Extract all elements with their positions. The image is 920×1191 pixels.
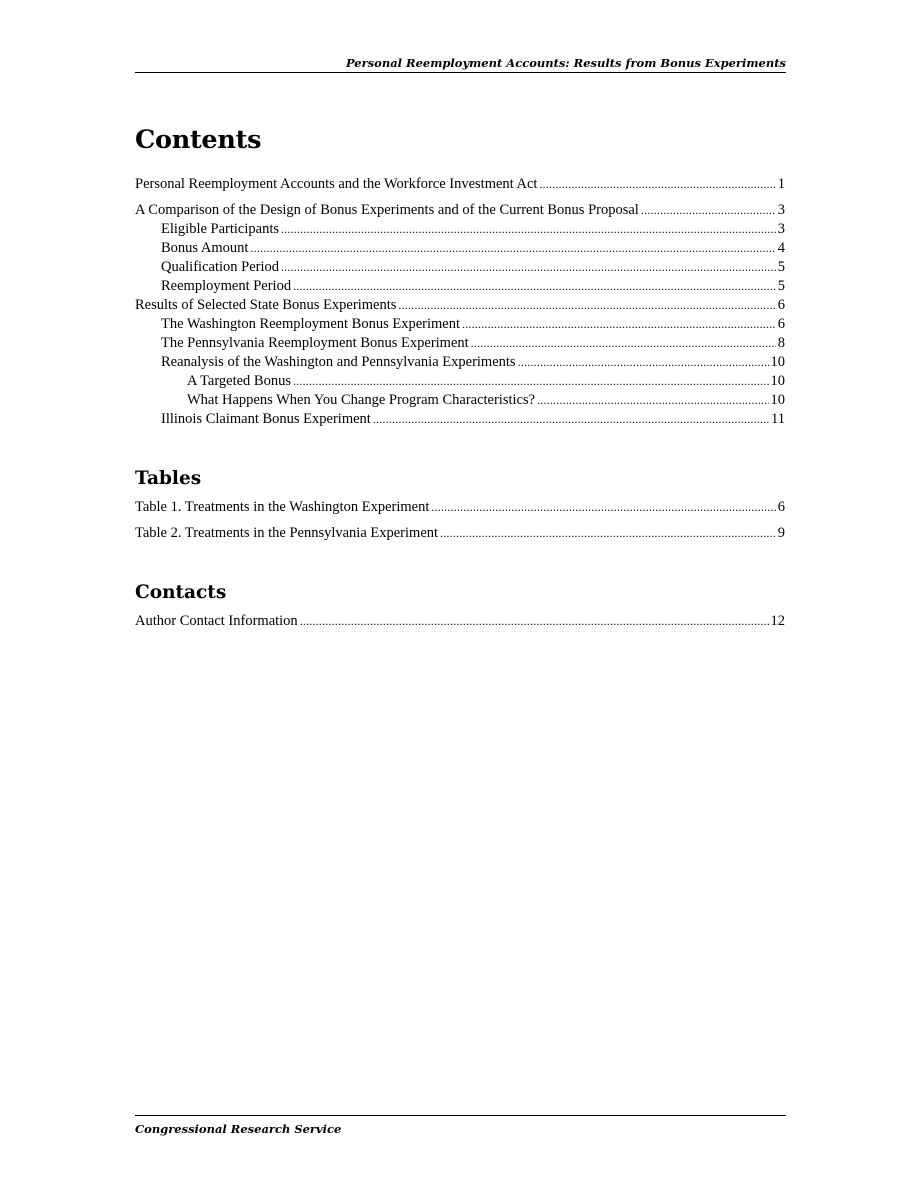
toc-page-number: 10 xyxy=(770,354,785,370)
toc-page-number: 6 xyxy=(777,297,785,313)
toc-page-number: 6 xyxy=(777,499,785,515)
dot-leader xyxy=(281,258,776,277)
toc-entry[interactable] xyxy=(135,239,785,258)
contacts-list xyxy=(135,612,785,631)
toc-page-number: 5 xyxy=(777,259,785,275)
dot-leader xyxy=(281,220,776,239)
toc-entry[interactable] xyxy=(135,612,785,631)
running-footer: Congressional Research Service xyxy=(135,1115,786,1136)
toc-entry-title: Illinois Claimant Bonus Experiment xyxy=(161,411,371,427)
contacts-section xyxy=(135,580,785,631)
toc-entry-title: The Washington Reemployment Bonus Experiment xyxy=(161,316,460,332)
toc-page-number: 6 xyxy=(777,316,785,332)
toc-entry[interactable] xyxy=(135,372,785,391)
document-body xyxy=(135,120,785,631)
dot-leader xyxy=(440,524,776,543)
toc-entry[interactable] xyxy=(135,277,785,296)
toc-entry[interactable] xyxy=(135,334,785,353)
tables-list xyxy=(135,498,785,543)
toc-page-number: 8 xyxy=(777,335,785,351)
toc-entry[interactable] xyxy=(135,201,785,220)
toc-entry-title: Qualification Period xyxy=(161,259,279,275)
dot-leader xyxy=(431,498,775,517)
dot-leader xyxy=(250,239,775,258)
toc-page-number: 3 xyxy=(777,202,785,218)
toc-entry-title: A Targeted Bonus xyxy=(187,373,291,389)
toc-entry-title: Results of Selected State Bonus Experiments xyxy=(135,297,397,313)
toc-page-number: 3 xyxy=(777,221,785,237)
dot-leader xyxy=(398,296,775,315)
toc-entry[interactable] xyxy=(135,391,785,410)
toc-entry[interactable] xyxy=(135,315,785,334)
tables-section xyxy=(135,466,785,543)
dot-leader xyxy=(293,277,776,296)
toc-entry[interactable] xyxy=(135,258,785,277)
toc-entry-title: Reanalysis of the Washington and Pennsylvania Experiments xyxy=(161,354,516,370)
toc-entry[interactable] xyxy=(135,296,785,315)
dot-leader xyxy=(293,372,769,391)
running-header: Personal Reemployment Accounts: Results from Bonus Experiments xyxy=(135,56,786,73)
toc-entry-title: The Pennsylvania Reemployment Bonus Experiment xyxy=(161,335,469,351)
dot-leader xyxy=(539,175,775,194)
toc-entry[interactable] xyxy=(135,220,785,239)
toc-entry-title: Eligible Participants xyxy=(161,221,279,237)
toc-page-number: 12 xyxy=(770,613,785,629)
toc-entry[interactable] xyxy=(135,498,785,517)
toc-entry-title: Reemployment Period xyxy=(161,278,292,294)
dot-leader xyxy=(518,353,769,372)
toc-entry[interactable] xyxy=(135,410,785,429)
contacts-heading: Contacts xyxy=(135,582,227,603)
toc-page-number: 5 xyxy=(777,278,785,294)
toc-entry[interactable] xyxy=(135,175,785,194)
toc-entry-title: A Comparison of the Design of Bonus Experiments and of the Current Bonus Proposal xyxy=(135,202,639,218)
toc-entry-title: Personal Reemployment Accounts and the Workforce Investment Act xyxy=(135,176,538,192)
dot-leader xyxy=(300,612,769,631)
dot-leader xyxy=(641,201,776,220)
toc-entry[interactable] xyxy=(135,524,785,543)
toc-entry[interactable] xyxy=(135,353,785,372)
toc-entry-title: Author Contact Information xyxy=(135,613,298,629)
contents-heading: Contents xyxy=(135,125,262,155)
toc-page-number: 10 xyxy=(770,373,785,389)
toc-page-number: 9 xyxy=(777,525,785,541)
toc-entry-title: Bonus Amount xyxy=(161,240,249,256)
toc-page-number: 11 xyxy=(771,411,785,427)
toc-entry-title: What Happens When You Change Program Characteristics? xyxy=(187,392,536,408)
dot-leader xyxy=(471,334,776,353)
toc-page-number: 10 xyxy=(770,392,785,408)
toc-page-number: 1 xyxy=(777,176,785,192)
tables-heading: Tables xyxy=(135,468,202,489)
toc-page-number: 4 xyxy=(777,240,785,256)
dot-leader xyxy=(462,315,776,334)
toc-entry-title: Table 1. Treatments in the Washington Experiment xyxy=(135,499,430,515)
toc-entry-title: Table 2. Treatments in the Pennsylvania Experiment xyxy=(135,525,439,541)
contents-list xyxy=(135,175,785,429)
dot-leader xyxy=(373,410,769,429)
dot-leader xyxy=(537,391,768,410)
